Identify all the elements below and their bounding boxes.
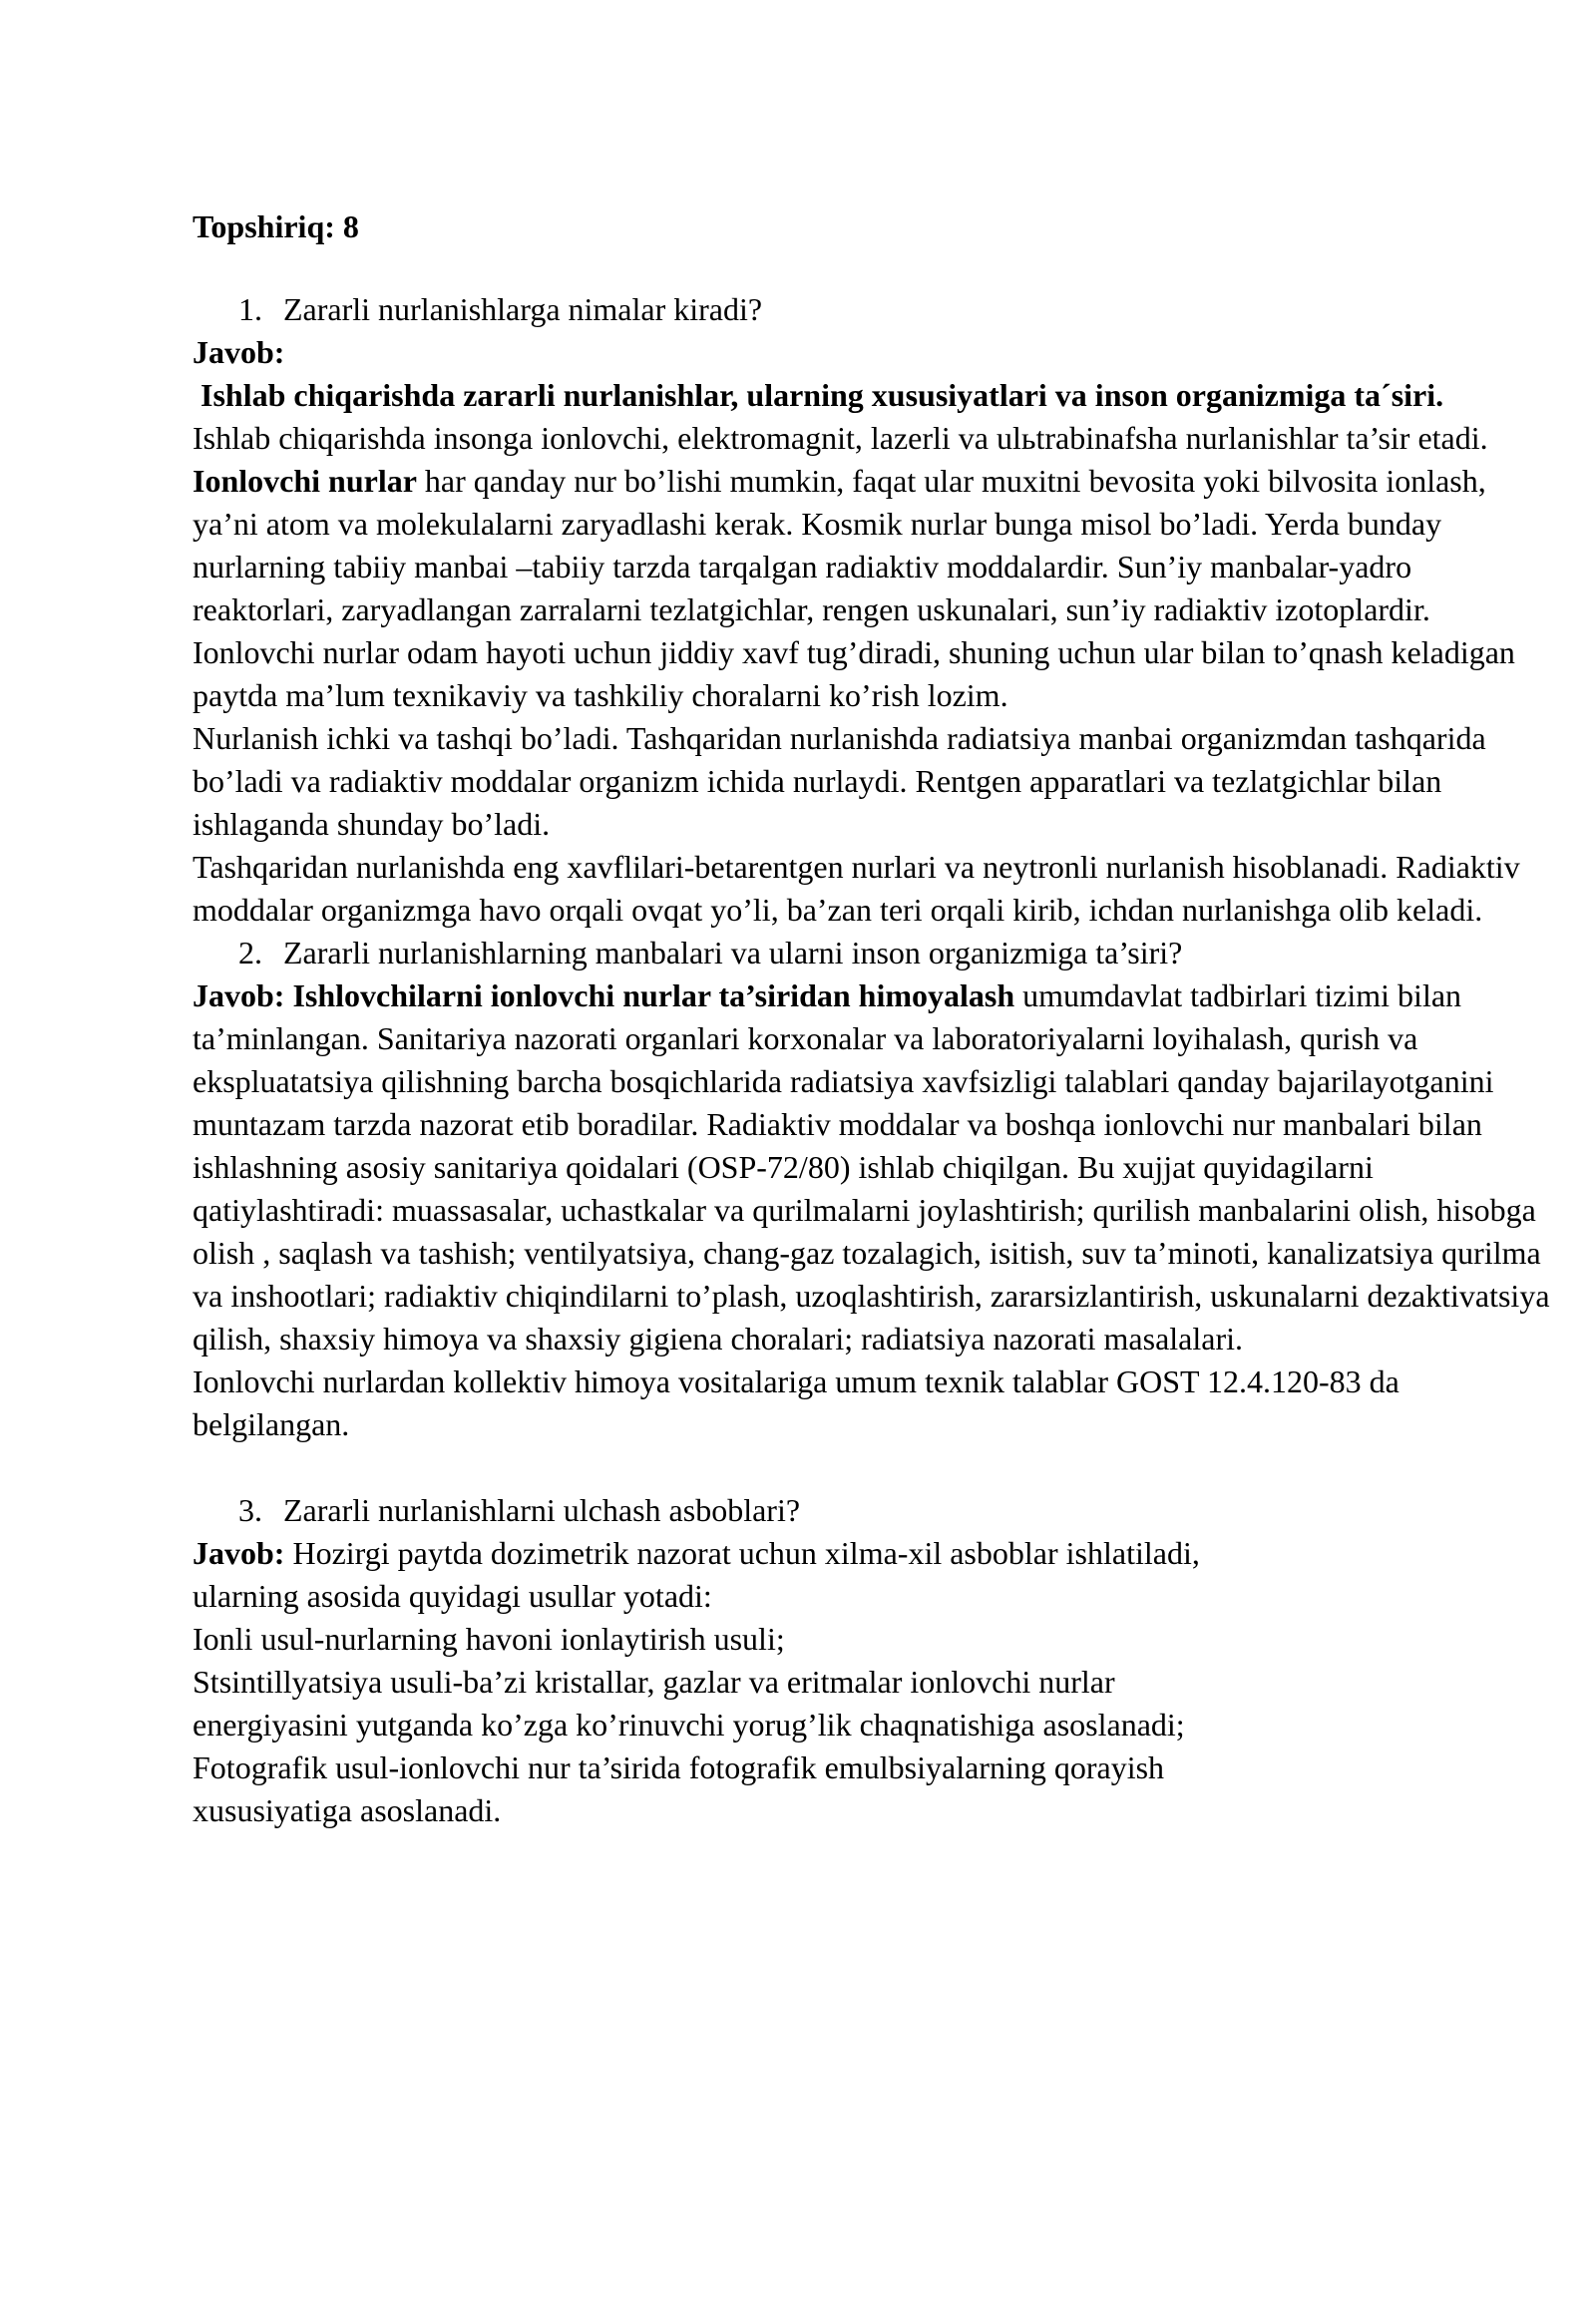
answer-3-line-3: Ionli usul-nurlarning havoni ionlaytirish usuli; <box>193 1621 785 1657</box>
answer-2-paragraph-1: Javob: Ishlovchilarni ionlovchi nurlar ta’siridan himoyalash umumdavlat tadbirlari tizimi bilan ta’minlangan. Sanitariya nazorati organlari korxonalar va laboratoriyalarni loyihalash, qurish va ekspluatatsiya qilishning barcha bosqichlarida radiatsiya xavfsizligi talablari qanday bajarilayotganini muntazam tarzda nazorat etib boradilar. Radiaktiv moddalar va boshqa ionlovchi nur manbalari bilan ishlashning asosiy sanitariya qoidalari (OSP-72/80) ishlab chiqilgan. Bu xujjat quyidagilarni qatiylashtiradi: muassasalar, uchastkalar va qurilmalarni joylashtirish; qurilish manbalarini olish, hisobga olish , saqlash va tashish; ventilyatsiya, chang-gaz tozalagich, isitish, suv ta’minoti, kanalizatsiya qurilma va inshootlari; radiaktiv chiqindilarni to’plash, uzoqlashtirish, zararsizlantirish, uskunalarni dezaktivatsiya qilish, shaxsiy himoya va shaxsiy gigiena choralari; radiatsiya nazorati masalalari. <box>193 977 1550 1356</box>
answer-3-line-2: ularning asosida quyidagi usullar yotadi: <box>193 1578 712 1614</box>
answer-3-line-1: Javob: Hozirgi paytda dozimetrik nazorat uchun xilma-xil asboblar ishlatiladi, <box>193 1535 1200 1571</box>
answer-2-paragraph-2: Ionlovchi nurlardan kollektiv himoya vositalariga umum texnik talablar GOST 12.4.120-83 da belgilangan. <box>193 1363 1399 1442</box>
answer-1-heading: Ishlab chiqarishda zararli nurlanishlar, ularning xususiyatlari va inson organizmiga ta´siri. <box>200 377 1444 413</box>
question-2-number: 2. <box>238 935 262 970</box>
question-2 <box>193 932 1559 974</box>
answer-1-paragraph-5: Tashqaridan nurlanishda eng xavflilari-betarentgen nurlari va neytronli nurlanish hisoblanadi. Radiaktiv moddalar organizmga havo orqali ovqat yo’li, ba’zan teri orqali kirib, ichdan nurlanishga olib keladi. <box>193 849 1520 928</box>
document-body <box>193 205 1559 1832</box>
question-3-number: 3. <box>238 1492 262 1528</box>
ionlovchi-nurlar-term: Ionlovchi nurlar <box>193 463 417 499</box>
question-3-text: Zararli nurlanishlarni ulchash asboblari? <box>283 1492 801 1528</box>
question-1-number: 1. <box>238 291 262 327</box>
answer-3-line-5: energiyasini yutganda ko’zga ko’rinuvchi yorug’lik chaqnatishiga asoslanadi; <box>193 1707 1185 1743</box>
answer-1-paragraph-1: Ishlab chiqarishda insonga ionlovchi, elektromagnit, lazerli va ulьtrabinafsha nurlanishlar ta’sir etadi. <box>193 420 1488 456</box>
answer-3-line-6: Fotografik usul-ionlovchi nur ta’sirida fotografik emulbsiyalarning qorayish <box>193 1749 1165 1785</box>
answer-3-line-7: xususiyatiga asoslanadi. <box>193 1792 502 1828</box>
page-title: Topshiriq: 8 <box>193 208 359 244</box>
spacer <box>193 1446 1559 1489</box>
question-1 <box>193 288 1559 331</box>
answer-1-paragraph-3: Ionlovchi nurlar odam hayoti uchun jiddiy xavf tug’diradi, shuning uchun ular bilan to’qnash keladigan paytda ma’lum texnikaviy va tashkiliy choralarni ko’rish lozim. <box>193 634 1515 713</box>
answer-1-label: Javob: <box>193 334 285 370</box>
question-1-text: Zararli nurlanishlarga nimalar kiradi? <box>283 291 763 327</box>
answer-3-line-4: Stsintillyatsiya usuli-ba’zi kristallar, gazlar va eritmalar ionlovchi nurlar <box>193 1664 1115 1700</box>
answer-1-paragraph-2: Ionlovchi nurlar har qanday nur bo’lishi mumkin, faqat ular muxitni bevosita yoki bilvosita ionlash, ya’ni atom va molekulalarni zaryadlashi kerak. Kosmik nurlar bunga misol bo’ladi. Yerda bunday nurlarning tabiiy manbai –tabiiy tarzda tarqalgan radiaktiv moddalardir. Sun’iy manbalar-yadro reaktorlari, zaryadlangan zarralarni tezlatgichlar, rengen uskunalari, sun’iy radiaktiv izotoplardir. <box>193 463 1486 627</box>
question-2-text: Zararli nurlanishlarning manbalari va ularni inson organizmiga ta’siri? <box>283 935 1183 970</box>
answer-1-paragraph-4: Nurlanish ichki va tashqi bo’ladi. Tashqaridan nurlanishda radiatsiya manbai organizmdan tashqarida bo’ladi va radiaktiv moddalar organizm ichida nurlaydi. Rentgen apparatlari va tezlatgichlar bilan ishlaganda shunday bo’ladi. <box>193 720 1486 842</box>
question-3 <box>193 1489 1559 1532</box>
